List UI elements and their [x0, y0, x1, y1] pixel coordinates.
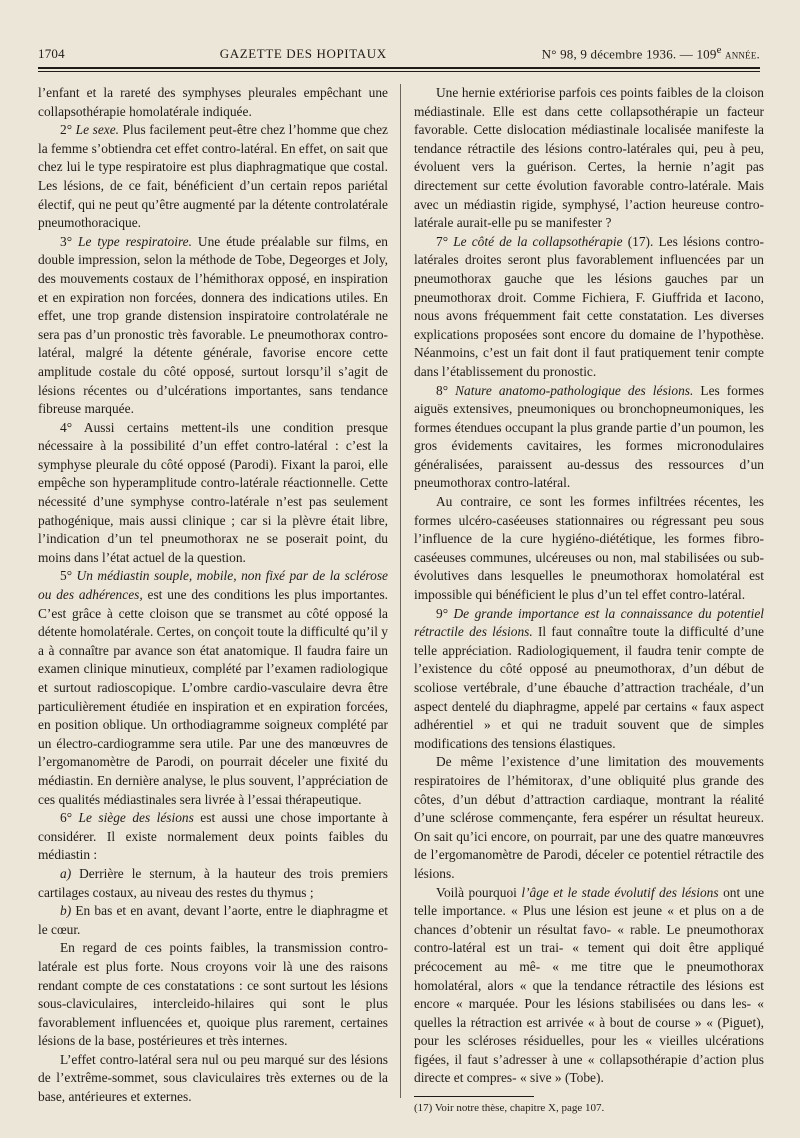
paragraph-text: De même l’existence d’une limitation des mouvements respiratoires de l’hémitorax, d’une obliquité plus grande des côtes, d’un début d’attraction cardiaque, montrant la réalité d’une sclérose commençante, fera espérer un résultat heureux. On sait qu’ici encore, on pourrait, par une des quatre manœuvres de l’ergomanomètre de Parodi, déceler ce potentiel rétractile des lésions. [414, 754, 764, 881]
paragraph-text: Les formes aiguës extensives, pneumoniques ou bronchopneumoniques, les formes étendues occupant la plus grande partie d’un poumon, les gros évidements cavitaires, les formes micronodulaires généralisées, paraissent au-dessus des ressources d’un pneumothorax contro-latéral. [414, 382, 764, 491]
paragraph-text: 4° Aussi certains mettent-ils une condition presque nécessaire à la possibilité d’un effet contro-latéral : c’est la symphyse pleurale du côté opposé (Parodi). Fixant la paroi, elle empêche son hyperamplitude contro-latérale réactionnelle. Cette nécessité d’une symphyse contro-latérale n’est pas seulement pathogénique, mais aussi clinique ; car si la plèvre était libre, l’indication d’un tel pneumothorax ne se poserait point, du moins dans l’état actuel de la question. [38, 419, 388, 565]
paragraph-emphasis: b) [60, 903, 72, 919]
left-paragraph [38, 419, 388, 568]
left-paragraph [38, 84, 388, 121]
issue-year-word: année. [725, 46, 760, 62]
issue-sup: e [716, 44, 722, 56]
paragraph-text: Derrière le sternum, à la hauteur des trois premiers cartilages costaux, au niveau des restes du thymus ; [38, 865, 388, 900]
paragraph-emphasis: Nature anatomo-pathologique des lésions. [455, 382, 694, 398]
paragraph-text: Au contraire, ce sont les formes infiltrées récentes, les formes ulcéro-caséeuses stationnaires ou régressant peu sous l’influence de la cure hygiéno-diététique, les formes fibro-caséeuses communes, ulcéreuses ou non, mal stabilisées ou sub-évolutives dans lesquelles le pneumothorax homolatéral est impossible qui bénéficient le plus d’un tel effet contro-latéral. [414, 494, 764, 603]
paragraph-emphasis: Le sexe. [75, 122, 120, 138]
left-paragraph [38, 902, 388, 939]
right-paragraph [414, 753, 764, 883]
right-paragraph [414, 605, 764, 754]
header-rule-thin [38, 71, 760, 72]
left-paragraph [38, 567, 388, 809]
paragraph-text: Une étude préalable sur films, en double impression, selon la méthode de Tobe, Degeorges et Joly, des mouvements costaux de l’hémithorax opposé, en inspiration et en expiration non forcées, donnera des indications utiles. En effet, une trop grande distension inspiratoire controlatérale ne sera pas d’un pronostic très favorable. Le pneumothorax contro-latéral, malgré la détente générale, favorise encore cette amplitude costale du côté opposé, surtout lorsqu’il s’agit de lésions récentes ou d’ulcérations importantes, sans tendance fibreuse marquée. [38, 233, 388, 417]
paragraph-text: Plus facilement peut-être chez l’homme que chez la femme s’obtiendra cet effet contro-latéral. En effet, on sait que chez lui le type respiratoire est plus diaphragmatique que costal. Les lésions, de ce fait, bénéficient d’un certain repos pariétal électif, qui ne peut qu’être augmenté par la détente controlatérale pneumothoracique. [38, 122, 388, 231]
left-paragraph [38, 865, 388, 902]
issue-info [542, 44, 760, 62]
left-paragraph [38, 809, 388, 865]
right-paragraph [414, 884, 764, 1089]
paragraph-emphasis: Le type respiratoire. [78, 233, 192, 249]
left-paragraph [38, 121, 388, 233]
left-paragraph [38, 939, 388, 1051]
paragraph-text: (17). Les lésions contro-latérales droites seront plus favorablement influencées par un pneumothorax gauche que les lésions gauches par un pneumothorax droit. Comme Fichiera, F. Giuffrida et Iacono, nous avons fréquemment fait cette constatation. Les diverses explications proposées sont encore du domaine de l’hypothèse. Néanmoins, c’est un fait dont il faut pratiquement tenir compte dans l’établissement du pronostic. [414, 233, 764, 379]
header-rule-thick [38, 67, 760, 69]
left-paragraph [38, 233, 388, 419]
paragraph-emphasis: Un médiastin souple, mobile, non fixé par de la sclérose ou des adhérences, [38, 568, 388, 603]
footnote: (17) Voir notre thèse, chapitre X, page 107. [414, 1102, 605, 1115]
paragraph-text: En bas et en avant, devant l’aorte, entre le diaphragme et le cœur. [38, 903, 388, 937]
left-paragraph [38, 1051, 388, 1107]
paragraph-emphasis: Le siège des lésions [78, 810, 194, 826]
left-column [38, 84, 388, 1107]
paragraph-text: Il faut connaître toute la difficulté d’une telle appréciation. Radiologiquement, il faudra tenir compte de l’existence du côté opposé au pneumothorax, d’un début de scoliose vertébrale, d’une ébauche d’attraction trachéale, d’un aspect dentelé du diaphragme, appelé par certains « faux aspect adhérentiel » et qui ne traduit souvent que de simples modifications des tensions élastiques. [414, 624, 764, 751]
right-paragraphs [414, 84, 764, 1088]
paragraph-lead: 5° [60, 568, 77, 584]
page-number: 1704 [38, 46, 65, 62]
right-paragraph [414, 493, 764, 605]
right-paragraph [414, 84, 764, 233]
paragraph-text: Une hernie extériorise parfois ces points faibles de la cloison médiastinale. Elle est dans cette collapsothérapie un facteur favorable. Cette dislocation médiastinale localisée manifeste la tendance rétractile des lésions contro-latérales qui, peu à peu, évoluent vers la guérison. Certes, la hernie n’agit pas directement sur cette évolution favorable contro-latérale. Mais avec un médiastin rigide, symphysé, l’action heureuse contro-latérale aurait-elle pu se manifester ? [414, 85, 764, 231]
paragraph-lead: Voilà pourquoi [436, 884, 522, 900]
paragraph-text: En regard de ces points faibles, la transmission contro-latérale est plus forte. Nous croyons voir là une des raisons rendant compte de ces constatations : ce sont surtout les lésions sous-claviculaires, intercleido-hilaires qui sont le plus favorablement influencées et, quoique plus rarement, certaines lésions de la base, postérieures et très internes. [38, 940, 388, 1049]
paragraph-text: L’effet contro-latéral sera nul ou peu marqué sur des lésions de l’extrême-sommet, sous claviculaires très externes ou de la base, antérieures et externes. [38, 1051, 388, 1105]
right-column [414, 84, 764, 1115]
paragraph-text: ont une telle importance. « Plus une lésion est jeune « et plus on a de chances d’obtenir un résultat favo- « rable. Le pneumothorax contro-latéral est un trai- « tement qui doit être appliqué précocement au mê- « me titre que le pneumothorax homolatéral, alors « que la tendance rétractile des lésions est encore « marquée. Pour les lésions stabilisées ou dans les- « quelles la rétraction est arrivée « à bout de course » « (Piguet), pour les scléroses résiduelles, pour les « vieilles ulcérations figées, il faut s’adresser à une « collapsothérapie d’action plus directe et compres- « sive » (Tobe). [414, 884, 765, 1086]
paragraph-emphasis: De grande importance est la connaissance du potentiel rétractile des lésions. [414, 605, 764, 640]
paragraph-text: est une des conditions les plus importantes. C’est grâce à cette cloison que se transmet au côté opposé la détente homolatérale. Certes, on conçoit toute la difficulté qu’il y a à connaître par avance son état anatomique. Il faudra faire un examen clinique minutieux, complété par l’examen radiologique et surtout radioscopique. L’ombre cardio-vasculaire devra être particulièrement étudiée en inspiration et en expiration forcées, en position oblique. Un orthodiagramme soigneux complété par un électro-cardiogramme sera utile. Par une des manœuvres de l’ergomanomètre de Parodi, on pourrait déceler une fixité du médiastin. En dernière analyse, le plus souvent, l’appréciation de ces qualités médiastinales sera livrée à l’essai thérapeutique. [38, 587, 388, 807]
page-header [38, 44, 760, 62]
paragraph-emphasis: Le côté de la collapsothérapie [453, 233, 623, 249]
paragraph-emphasis: a) [60, 865, 72, 881]
paragraph-text: l’enfant et la rareté des symphyses pleurales empêchant une collapsothérapie homolatérale indiquée. [38, 85, 388, 119]
footnote-rule [414, 1096, 534, 1097]
paragraph-lead: 6° [60, 810, 79, 826]
journal-title: GAZETTE DES HOPITAUX [219, 46, 387, 62]
paragraph-lead: 8° [436, 382, 456, 398]
paragraph-lead: 7° [436, 233, 454, 249]
paragraph-text: est aussi une chose importante à considérer. Il existe normalement deux points faibles du médiastin : [38, 810, 388, 863]
paragraph-lead: 9° [436, 605, 454, 621]
paragraph-emphasis: l’âge et le stade évolutif des lésions [521, 884, 719, 900]
paragraph-lead: 3° [60, 233, 79, 249]
right-paragraph [414, 382, 764, 494]
column-divider [400, 84, 401, 1098]
right-paragraph [414, 233, 764, 382]
issue-text: N° 98, 9 décembre 1936. — 109 [541, 46, 717, 62]
paragraph-lead: 2° [60, 122, 76, 138]
